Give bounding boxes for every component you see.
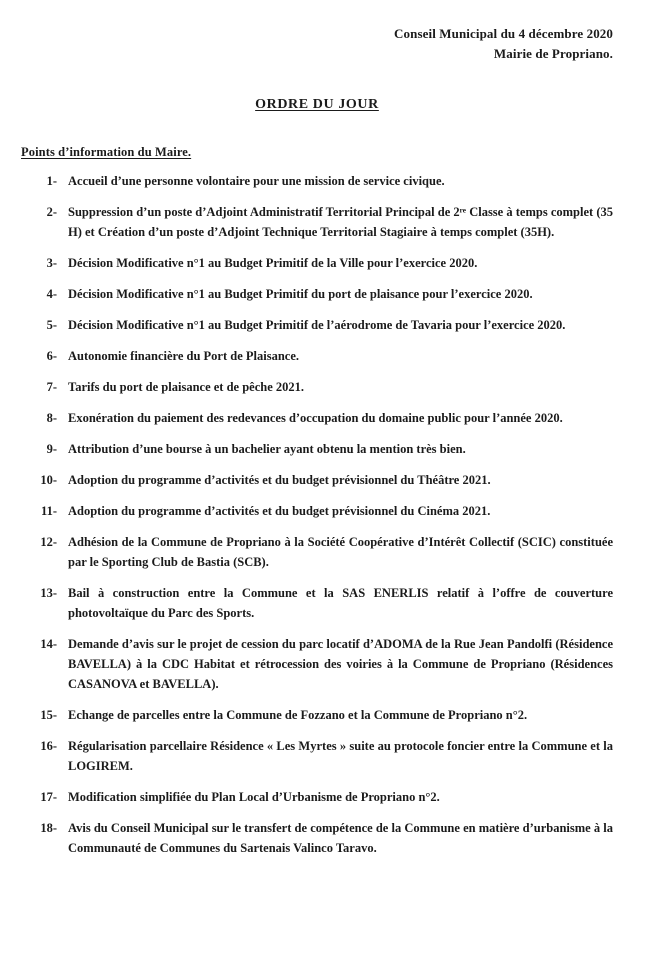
agenda-item — [21, 315, 613, 335]
agenda-item — [21, 408, 613, 428]
agenda-item-number: 10- — [40, 473, 57, 487]
agenda-item — [21, 377, 613, 397]
agenda-item-number: 3- — [46, 256, 57, 270]
agenda-list — [21, 171, 613, 858]
agenda-item — [21, 284, 613, 304]
agenda-item-text: Adoption du programme d’activités et du budget prévisionnel du Cinéma 2021. — [68, 504, 491, 518]
agenda-item-number: 1- — [46, 174, 57, 188]
agenda-item — [21, 253, 613, 273]
agenda-item — [21, 470, 613, 490]
document-header — [21, 24, 613, 64]
agenda-item-text: Tarifs du port de plaisance et de pêche 2021. — [68, 380, 304, 394]
agenda-item-number: 12- — [40, 535, 57, 549]
agenda-item-number: 15- — [40, 708, 57, 722]
agenda-item-text: Echange de parcelles entre la Commune de Fozzano et la Commune de Propriano n°2. — [68, 708, 528, 722]
agenda-item-text: Adhésion de la Commune de Propriano à la Société Coopérative d’Intérêt Collectif (SCIC) constituée par le Sporting Club de Bastia (SCB). — [68, 535, 613, 569]
agenda-item-number: 16- — [40, 739, 57, 753]
agenda-item — [21, 202, 613, 242]
agenda-item — [21, 634, 613, 694]
header-line-council-date: Conseil Municipal du 4 décembre 2020 — [394, 26, 613, 41]
agenda-item-number: 9- — [46, 442, 57, 456]
agenda-item-text: Décision Modificative n°1 au Budget Primitif de la Ville pour l’exercice 2020. — [68, 256, 478, 270]
agenda-item — [21, 439, 613, 459]
agenda-item — [21, 736, 613, 776]
agenda-item — [21, 532, 613, 572]
agenda-item-number: 7- — [46, 380, 57, 394]
agenda-item-number: 8- — [46, 411, 57, 425]
header-line-mairie: Mairie de Propriano. — [493, 46, 613, 61]
agenda-item-number: 2- — [46, 205, 57, 219]
agenda-item-text: Demande d’avis sur le projet de cession du parc locatif d’ADOMA de la Rue Jean Pandolfi (Résidence BAVELLA) à la CDC Habitat et rétrocession des voiries à la Commune de Propriano (Résidences CASANOVA et BAVELLA). — [68, 637, 613, 691]
agenda-item-text: Exonération du paiement des redevances d’occupation du domaine public pour l’année 2020. — [68, 411, 563, 425]
agenda-item-text: Suppression d’un poste d’Adjoint Administratif Territorial Principal de 2ʳᵉ Classe à temps complet (35 H) et Création d’un poste d’Adjoint Technique Territorial Stagiaire à temps complet (35H). — [68, 205, 613, 239]
agenda-item-number: 4- — [46, 287, 57, 301]
section-heading: Points d’information du Maire. — [21, 145, 192, 159]
document-title: ORDRE DU JOUR — [255, 97, 379, 112]
agenda-item-text: Bail à construction entre la Commune et la SAS ENERLIS relatif à l’offre de couverture photovoltaïque du Parc des Sports. — [68, 586, 613, 620]
agenda-item-text: Régularisation parcellaire Résidence « Les Myrtes » suite au protocole foncier entre la Commune et la LOGIREM. — [68, 739, 613, 773]
agenda-item — [21, 818, 613, 858]
agenda-item-text: Avis du Conseil Municipal sur le transfert de compétence de la Commune en matière d’urbanisme à la Communauté de Communes du Sartenais Valinco Taravo. — [68, 821, 613, 855]
agenda-item — [21, 583, 613, 623]
agenda-item-text: Autonomie financière du Port de Plaisance. — [68, 349, 299, 363]
agenda-item — [21, 171, 613, 191]
agenda-item-text: Décision Modificative n°1 au Budget Primitif de l’aérodrome de Tavaria pour l’exercice 2020. — [68, 318, 566, 332]
agenda-item — [21, 346, 613, 366]
agenda-item — [21, 501, 613, 521]
agenda-item-text: Adoption du programme d’activités et du budget prévisionnel du Théâtre 2021. — [68, 473, 491, 487]
agenda-item-number: 5- — [46, 318, 57, 332]
agenda-item-number: 6- — [46, 349, 57, 363]
agenda-item-text: Attribution d’une bourse à un bachelier ayant obtenu la mention très bien. — [68, 442, 466, 456]
document-title-row — [21, 95, 613, 113]
agenda-item — [21, 705, 613, 725]
agenda-item-number: 14- — [40, 637, 57, 651]
agenda-item-number: 13- — [40, 586, 57, 600]
agenda-item-number: 17- — [40, 790, 57, 804]
agenda-item-number: 11- — [41, 504, 57, 518]
agenda-item-text: Décision Modificative n°1 au Budget Primitif du port de plaisance pour l’exercice 2020. — [68, 287, 533, 301]
agenda-item — [21, 787, 613, 807]
agenda-item-text: Modification simplifiée du Plan Local d’Urbanisme de Propriano n°2. — [68, 790, 440, 804]
agenda-item-number: 18- — [40, 821, 57, 835]
section-heading-row — [21, 145, 613, 160]
agenda-item-text: Accueil d’une personne volontaire pour une mission de service civique. — [68, 174, 445, 188]
